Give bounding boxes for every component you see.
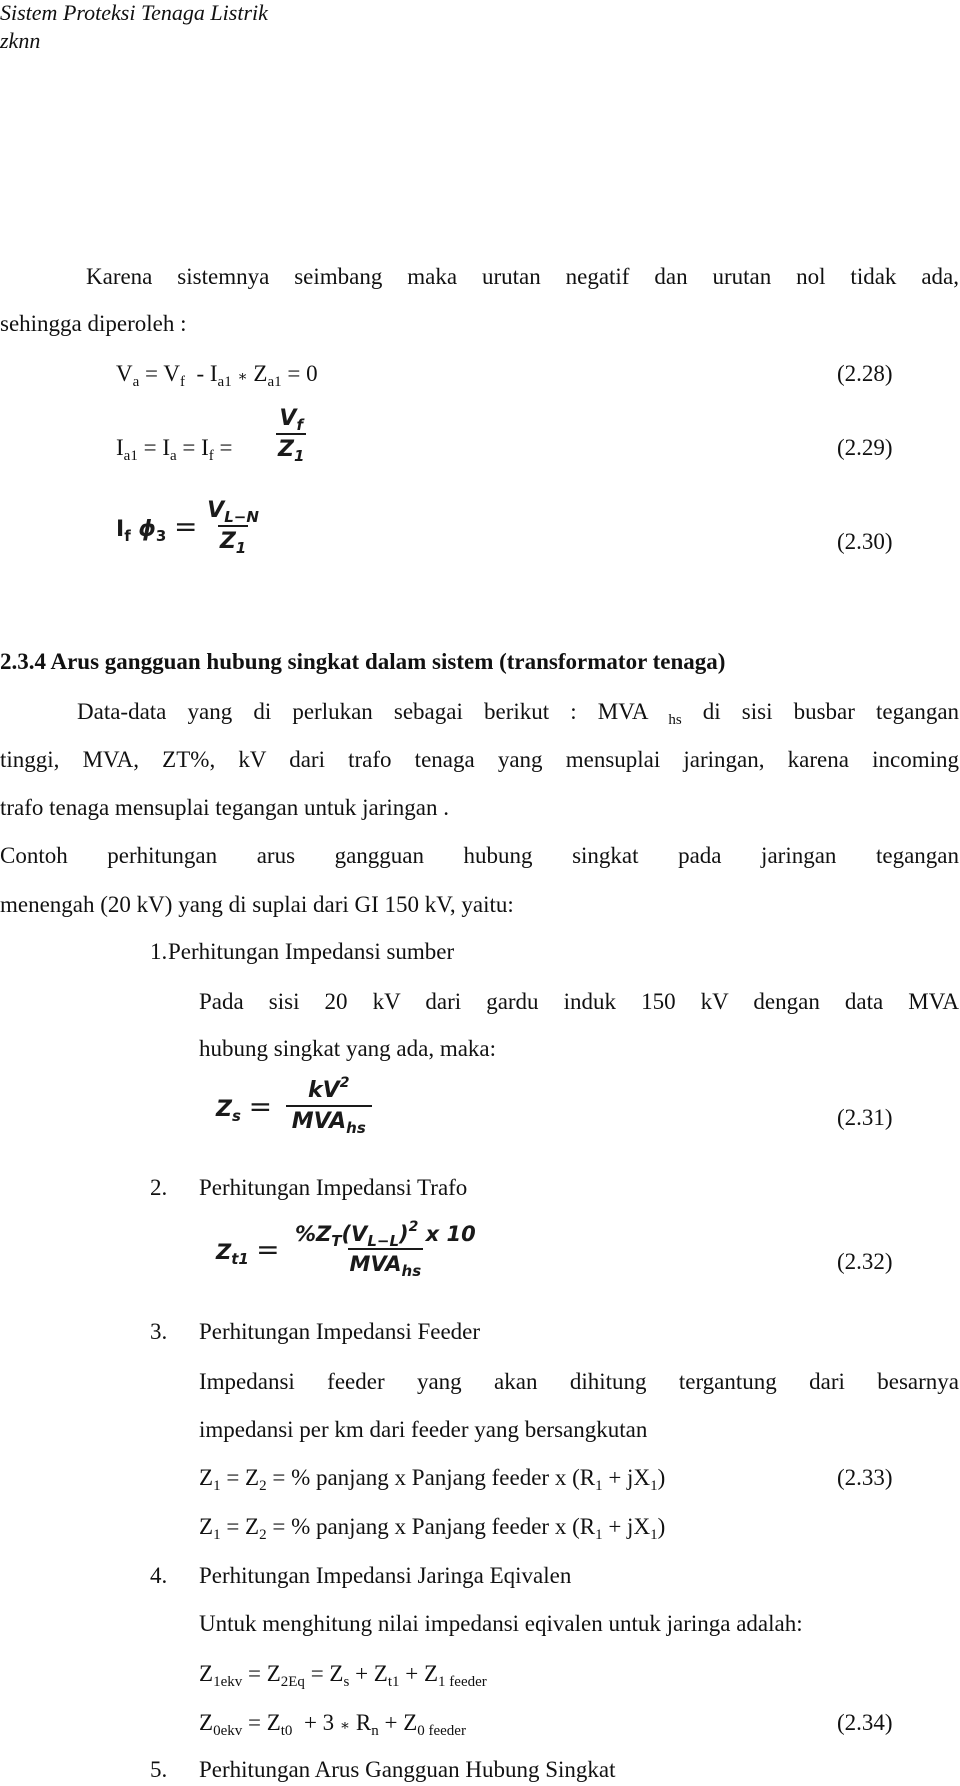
- equation-2-29-fraction: $\frac{V_f}{Z_1}$: [278, 406, 305, 465]
- section-heading: 2.3.4 Arus gangguan hubung singkat dalam sistem (transformator tenaga): [0, 649, 726, 674]
- item-3-line-2: impedansi per km dari feeder yang bersangkutan: [199, 1417, 648, 1442]
- item-3-title: Perhitungan Impedansi Feeder: [199, 1319, 481, 1344]
- item-1-line-2: hubung singkat yang ada, maka:: [199, 1036, 497, 1061]
- equation-number-2-30: (2.30): [837, 529, 893, 554]
- equation-2-33-line-2: $Z_1 = Z_2$ = % panjang x Panjang feeder x $(R_1 + jX_1)$: [199, 1514, 666, 1543]
- equation-2-29-lhs: $I_{a1} = I_a = I_f$ =: [116, 435, 233, 464]
- item-4-line-1: Untuk menghitung nilai impedansi eqivalen untuk jaringa adalah:: [199, 1611, 803, 1636]
- item-1-title: Perhitungan Impedansi sumber: [168, 939, 455, 964]
- equation-2-30: $I_f$ $\phi_3$ = $\frac{V_{L-N}}{Z_1}$: [116, 498, 259, 557]
- equation-number-2-28: (2.28): [837, 361, 893, 386]
- item-2-number: 2.: [150, 1175, 168, 1200]
- equation-2-28: $V_a = V_f - I_{a1}$ ∗ $Z_{a1} = 0$: [116, 361, 318, 390]
- para1-line-3: trafo tenaga mensuplai tegangan untuk jaringan .: [0, 795, 449, 820]
- equation-z1ekv: $Z_{1ekv} = Z_{2Eq} = Z_s + Z_{t1} + Z_{1 feeder}$: [199, 1661, 487, 1690]
- equation-2-33-line-1: $Z_1 = Z_2$ = % panjang x Panjang feeder x $(R_1 + jX_1)$: [199, 1465, 666, 1494]
- item-1-number: 1.: [150, 939, 168, 964]
- item-5-title: Perhitungan Arus Gangguan Hubung Singkat: [199, 1757, 616, 1782]
- para2-line-1: Contoh perhitungan arus gangguan hubung singkat pada jaringan tegangan: [0, 843, 959, 868]
- item-2-title: Perhitungan Impedansi Trafo: [199, 1175, 468, 1200]
- para2-line-2: menengah (20 kV) yang di suplai dari GI 150 kV, yaitu:: [0, 892, 514, 917]
- equation-2-31: $Z_s$ = $\frac{kV^2}{MVA_{hs}}$: [216, 1078, 372, 1134]
- equation-number-2-29: (2.29): [837, 435, 893, 460]
- item-3-number: 3.: [150, 1319, 168, 1344]
- intro-line-2: sehingga diperoleh :: [0, 311, 187, 336]
- running-header-title: Sistem Proteksi Tenaga Listrik: [0, 0, 268, 25]
- item-5-number: 5.: [150, 1757, 168, 1782]
- item-1-line-1: Pada sisi 20 kV dari gardu induk 150 kV dengan data MVA: [199, 989, 959, 1014]
- equation-number-2-33: (2.33): [837, 1465, 893, 1490]
- para1-line-2: tinggi, MVA, ZT%, kV dari trafo tenaga yang mensuplai jaringan, karena incoming: [0, 747, 959, 772]
- running-header-subtitle: zknn: [0, 28, 41, 53]
- para1-line-1: Data-data yang di perlukan sebagai berikut : MVA $_{hs}$ di sisi busbar tegangan: [77, 699, 960, 728]
- equation-number-2-34: (2.34): [837, 1710, 893, 1735]
- equation-2-32: $Z_{t1}$ = $\frac{\%Z_T(V_{L-L})^2 x 10}{MVA_{hs}}$: [216, 1219, 476, 1280]
- item-4-title: Perhitungan Impedansi Jaringa Eqivalen: [199, 1563, 572, 1588]
- equation-number-2-32: (2.32): [837, 1249, 893, 1274]
- intro-line-1: Karena sistemnya seimbang maka urutan negatif dan urutan nol tidak ada,: [86, 264, 959, 289]
- item-3-line-1: Impedansi feeder yang akan dihitung tergantung dari besarnya: [199, 1369, 959, 1394]
- equation-number-2-31: (2.31): [837, 1105, 893, 1130]
- item-4-number: 4.: [150, 1563, 168, 1588]
- equation-z0ekv: $Z_{0ekv} = Z_{t0} + 3$ ∗ $R_n + Z_{0 feeder}$: [199, 1710, 466, 1739]
